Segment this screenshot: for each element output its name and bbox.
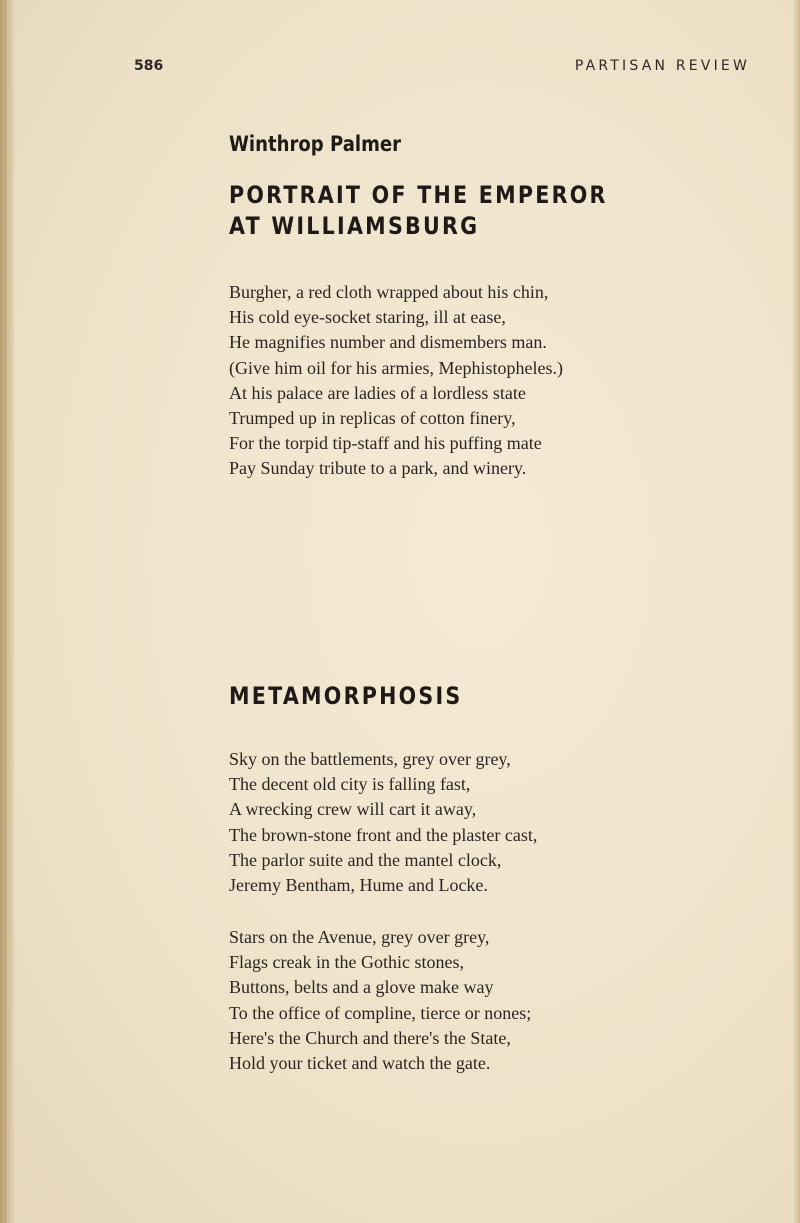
poem-line: Here's the Church and there's the State, — [229, 1027, 511, 1048]
poem-line: Pay Sunday tribute to a park, and winery. — [229, 458, 527, 479]
author-name: Winthrop Palmer — [229, 132, 402, 156]
poem-line: Trumped up in replicas of cotton finery, — [229, 408, 516, 429]
poem-stanza — [229, 925, 531, 1076]
poem-line: (Give him oil for his armies, Mephistopheles.) — [229, 357, 563, 378]
poem-line: Sky on the battlements, grey over grey, — [229, 749, 511, 769]
poem-line: His cold eye-socket staring, ill at ease, — [229, 307, 506, 328]
page-edge — [792, 0, 800, 1223]
poem-line: To the office of compline, tierce or nones; — [229, 1002, 532, 1023]
page-binding — [0, 0, 14, 1223]
poem-line: For the torpid tip-staff and his puffing mate — [229, 433, 542, 454]
poem-line: A wrecking crew will cart it away, — [229, 799, 477, 820]
poem-line: At his palace are ladies of a lordless state — [229, 382, 526, 403]
poem-title-portrait — [229, 180, 608, 242]
poem-line: Buttons, belts and a glove make way — [229, 977, 494, 998]
poem-line: The decent old city is falling fast, — [229, 774, 471, 795]
poem-stanza — [229, 280, 563, 482]
poem-title-line: AT WILLIAMSBURG — [229, 212, 480, 240]
poem-line: He magnifies number and dismembers man. — [229, 332, 547, 353]
poem-line: Jeremy Bentham, Hume and Locke. — [229, 875, 488, 896]
poem-line: Burgher, a red cloth wrapped about his chin, — [229, 282, 549, 302]
poem-line: The brown-stone front and the plaster cast, — [229, 824, 538, 845]
page-number: 586 — [134, 58, 164, 74]
poem-line: The parlor suite and the mantel clock, — [229, 849, 502, 870]
poem-stanza — [229, 747, 537, 898]
poem-line: Stars on the Avenue, grey over grey, — [229, 927, 490, 947]
poem-title-line: PORTRAIT OF THE EMPEROR — [229, 181, 608, 209]
poem-title-metamorphosis — [229, 681, 463, 712]
poem-title-line: METAMORPHOSIS — [229, 682, 463, 710]
poem-line: Flags creak in the Gothic stones, — [229, 952, 464, 973]
running-head: PARTISAN REVIEW — [574, 58, 750, 74]
poem-line: Hold your ticket and watch the gate. — [229, 1053, 491, 1074]
